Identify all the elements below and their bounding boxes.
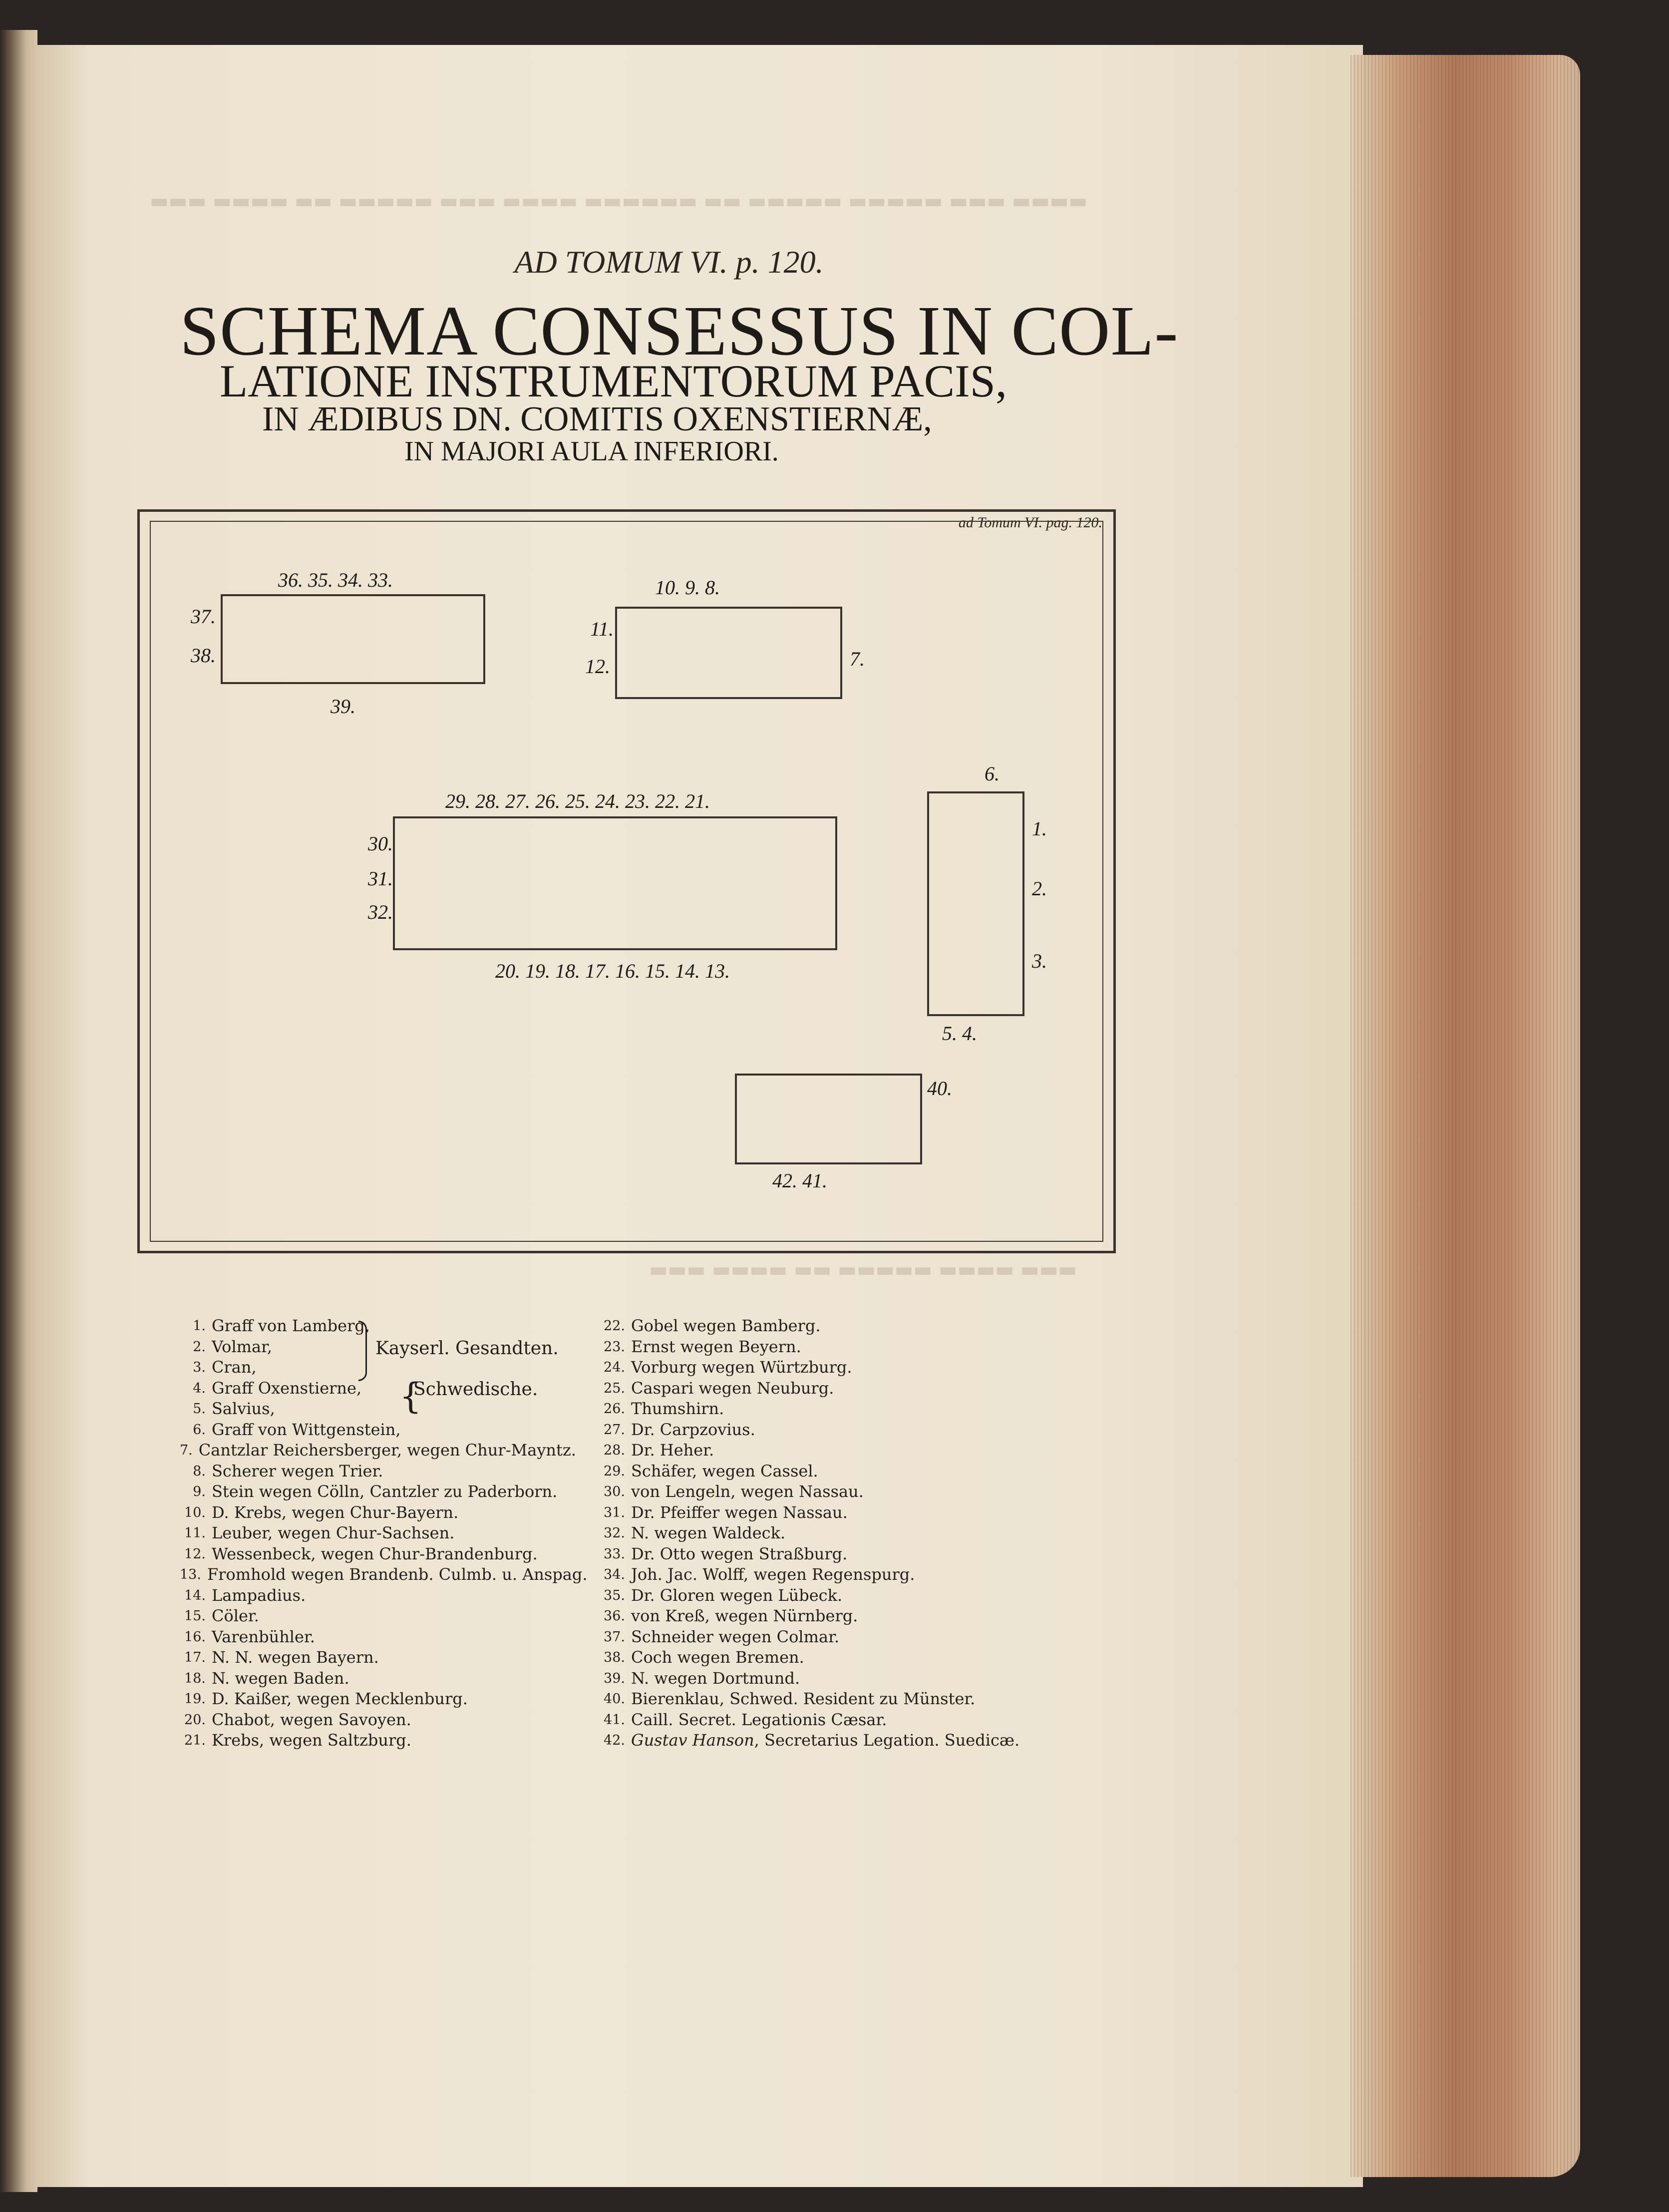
previous-page-edge xyxy=(0,30,37,2192)
legend-text: Scherer wegen Trier. xyxy=(212,1461,383,1480)
legend-text: Cantzlar Reichersberger, wegen Chur-Mayntz. xyxy=(198,1441,576,1460)
plate-inner-border xyxy=(150,521,1103,1242)
legend-text: Dr. Pfeiffer wegen Nassau. xyxy=(631,1502,848,1522)
legend-number: 35. xyxy=(604,1587,625,1603)
legend-item xyxy=(599,1668,1148,1689)
legend-item xyxy=(180,1647,569,1668)
legend-text: Graff von Lamberg, xyxy=(212,1316,370,1335)
legend-number: 28. xyxy=(604,1443,625,1458)
group-brace-swedish: { xyxy=(399,1376,422,1417)
legend-number: 38. xyxy=(604,1650,625,1665)
legend-number: 7. xyxy=(180,1443,193,1458)
legend-text xyxy=(631,1730,1148,1751)
legend-number: 3. xyxy=(193,1360,206,1375)
legend-text: Volmar, xyxy=(212,1337,273,1356)
seat-label: 36. 35. 34. 33. xyxy=(278,569,393,591)
seat-label: 7. xyxy=(850,648,865,670)
seat-label: 42. 41. xyxy=(772,1169,827,1192)
title-line-2: LATIONE INSTRUMENTORUM PACIS, xyxy=(220,356,1007,406)
legend-number: 32. xyxy=(604,1525,625,1541)
legend-number: 42. xyxy=(604,1733,625,1748)
seat-label: 12. xyxy=(585,655,610,678)
table-4 xyxy=(927,791,1024,1016)
legend-number: 10. xyxy=(184,1504,206,1520)
seat-label: 20. 19. 18. 17. 16. 15. 14. 13. xyxy=(495,960,730,982)
legend-text: Caill. Secret. Legationis Cæsar. xyxy=(631,1710,887,1729)
legend-text: Cöler. xyxy=(212,1606,259,1625)
seat-label: 32. xyxy=(368,901,393,923)
legend-text: N. wegen Baden. xyxy=(212,1668,349,1688)
legend-text: Thumshirn. xyxy=(631,1399,724,1418)
legend-text: Dr. Otto wegen Straßburg. xyxy=(631,1544,848,1563)
legend-text: Dr. Gloren wegen Lübeck. xyxy=(631,1585,843,1605)
legend-text: Graff von Wittgenstein, xyxy=(212,1420,401,1439)
seat-label: 1. xyxy=(1032,817,1047,840)
legend-item xyxy=(180,1710,569,1731)
seat-label: 10. 9. 8. xyxy=(655,576,720,599)
legend-text: von Kreß, wegen Nürnberg. xyxy=(631,1606,858,1625)
legend-item xyxy=(180,1502,569,1523)
legend-text: Leuber, wegen Chur-Sachsen. xyxy=(212,1523,455,1542)
legend-text: Dr. Carpzovius. xyxy=(631,1420,755,1439)
legend-text: Krebs, wegen Saltzburg. xyxy=(212,1731,411,1750)
legend-text: Schneider wegen Colmar. xyxy=(631,1627,840,1646)
seating-plan-plate xyxy=(137,509,1116,1253)
legend-item xyxy=(180,1357,569,1378)
seat-label: 38. xyxy=(191,644,216,667)
legend-text: Cran, xyxy=(212,1358,257,1377)
legend-item xyxy=(599,1523,1148,1544)
seat-label: 39. xyxy=(331,695,355,718)
legend-item xyxy=(180,1689,569,1710)
legend-text: D. Kaißer, wegen Mecklenburg. xyxy=(212,1689,468,1708)
legend-number: 27. xyxy=(604,1422,625,1438)
legend-number: 37. xyxy=(604,1629,625,1645)
legend-item xyxy=(180,1461,569,1482)
legend-number: 13. xyxy=(180,1567,201,1582)
title-line-3: IN ÆDIBUS DN. COMITIS OXENSTIERNÆ, xyxy=(262,400,932,438)
legend-item xyxy=(599,1378,1148,1399)
legend-number: 19. xyxy=(184,1691,206,1707)
seat-label: 11. xyxy=(590,618,614,640)
legend-number: 20. xyxy=(184,1712,206,1728)
legend-number: 24. xyxy=(604,1360,625,1375)
seat-label: 6. xyxy=(985,762,1000,785)
legend-number: 1. xyxy=(193,1318,206,1334)
legend-number: 16. xyxy=(184,1629,206,1645)
legend-text-italic: Gustav Hanson xyxy=(631,1731,754,1750)
table-3 xyxy=(393,816,837,950)
legend-item xyxy=(599,1730,1148,1751)
table-2 xyxy=(615,607,842,699)
legend-number: 17. xyxy=(184,1650,206,1665)
legend-item xyxy=(599,1585,1148,1606)
legend-item xyxy=(180,1627,569,1648)
show-through-texture: ▬▬▬ ▬▬▬▬ ▬▬ ▬▬▬▬▬ ▬▬▬▬ ▬▬▬ xyxy=(649,1258,1077,1281)
legend-number: 22. xyxy=(604,1318,625,1334)
legend-item xyxy=(180,1668,569,1689)
running-head: AD TOMUM VI. p. 120. xyxy=(514,244,824,280)
legend-item xyxy=(599,1399,1148,1420)
legend-number: 25. xyxy=(604,1380,625,1396)
legend-number: 14. xyxy=(184,1587,206,1603)
legend-right-column xyxy=(599,1316,1148,1751)
legend-item xyxy=(599,1710,1148,1731)
legend-item xyxy=(599,1689,1148,1710)
legend-number: 33. xyxy=(604,1546,625,1562)
legend-item xyxy=(180,1440,576,1461)
legend-number: 26. xyxy=(604,1401,625,1417)
group-label-imperial: Kayserl. Gesandten. xyxy=(375,1338,559,1359)
legend-text: Stein wegen Cölln, Cantzler zu Paderborn. xyxy=(212,1482,558,1501)
legend-item xyxy=(599,1316,1148,1337)
group-brace-imperial xyxy=(358,1321,367,1381)
legend-item xyxy=(599,1544,1148,1565)
legend-text: Dr. Heher. xyxy=(631,1441,714,1460)
plate-note: ad Tomum VI. pag. 120. xyxy=(958,514,1102,531)
table-1 xyxy=(221,594,485,684)
legend-number: 9. xyxy=(193,1484,206,1499)
legend-item xyxy=(180,1606,569,1627)
legend-item xyxy=(180,1316,569,1337)
legend-number: 41. xyxy=(604,1712,625,1728)
legend-item xyxy=(180,1523,569,1544)
legend-item xyxy=(599,1440,1148,1461)
legend-number: 12. xyxy=(184,1546,206,1562)
legend-number: 23. xyxy=(604,1339,625,1355)
title-line-4: IN MAJORI AULA INFERIORI. xyxy=(404,436,779,467)
legend-item xyxy=(599,1564,1148,1585)
legend-item xyxy=(180,1399,569,1420)
seat-label: 30. xyxy=(368,832,393,855)
seat-label: 5. 4. xyxy=(942,1022,977,1045)
legend-number: 40. xyxy=(604,1691,625,1707)
legend-text: D. Krebs, wegen Chur-Bayern. xyxy=(212,1502,459,1522)
legend-text: N. wegen Dortmund. xyxy=(631,1668,800,1688)
table-5 xyxy=(735,1074,922,1164)
legend-number: 21. xyxy=(184,1733,206,1748)
legend-number: 4. xyxy=(193,1380,206,1396)
legend-text: Joh. Jac. Wolff, wegen Regenspurg. xyxy=(631,1565,915,1584)
legend-number: 29. xyxy=(604,1463,625,1479)
seat-label: 3. xyxy=(1032,950,1047,972)
legend-number: 15. xyxy=(184,1608,206,1624)
group-label-swedish: Schwedische. xyxy=(413,1379,538,1400)
legend-text: Lampadius. xyxy=(212,1585,306,1605)
seat-label: 40. xyxy=(927,1077,952,1100)
legend-text: Varenbühler. xyxy=(212,1627,315,1646)
legend-text: von Lengeln, wegen Nassau. xyxy=(631,1482,864,1501)
legend-text: Caspari wegen Neuburg. xyxy=(631,1378,834,1398)
seat-label: 2. xyxy=(1032,877,1047,900)
legend-item xyxy=(599,1606,1148,1627)
legend-item xyxy=(599,1647,1148,1668)
legend-item xyxy=(180,1481,569,1502)
show-through-texture: ▬▬▬ ▬▬▬▬ ▬▬ ▬▬▬▬▬ ▬▬▬ ▬▬▬▬ ▬▬▬▬▬▬ ▬▬ ▬▬▬▬▬ ▬▬▬▬▬ ▬▬▬ ▬▬▬▬ xyxy=(150,190,1088,213)
legend-text: Gobel wegen Bamberg. xyxy=(631,1316,821,1335)
legend-text: Salvius, xyxy=(212,1399,275,1418)
legend-text: Bierenklau, Schwed. Resident zu Münster. xyxy=(631,1689,976,1708)
legend-text: Vorburg wegen Würtzburg. xyxy=(631,1358,852,1377)
legend-item xyxy=(599,1357,1148,1378)
legend-number: 2. xyxy=(193,1339,206,1355)
seat-label: 29. 28. 27. 26. 25. 24. 23. 22. 21. xyxy=(445,790,710,812)
legend-item xyxy=(180,1564,588,1585)
legend-item xyxy=(599,1337,1148,1358)
legend-text: Schäfer, wegen Cassel. xyxy=(631,1461,818,1480)
legend-item xyxy=(599,1461,1148,1482)
legend-item xyxy=(180,1420,569,1441)
legend-number: 8. xyxy=(193,1463,206,1479)
legend-item xyxy=(180,1585,569,1606)
legend-text: Coch wegen Bremen. xyxy=(631,1648,804,1667)
legend-number: 39. xyxy=(604,1670,625,1686)
legend-text: N. wegen Waldeck. xyxy=(631,1523,786,1542)
legend-item xyxy=(599,1420,1148,1441)
legend-number: 36. xyxy=(604,1608,625,1624)
legend-item xyxy=(180,1730,569,1751)
legend-item xyxy=(599,1627,1148,1648)
legend-number: 11. xyxy=(184,1525,206,1541)
legend-text: Chabot, wegen Savoyen. xyxy=(212,1710,411,1729)
legend-item xyxy=(599,1481,1148,1502)
legend-text: Ernst wegen Beyern. xyxy=(631,1337,801,1356)
legend-text-rest: , Secretarius Legation. Suedicæ. xyxy=(754,1731,1020,1750)
legend-item xyxy=(180,1544,569,1565)
legend-text: Wessenbeck, wegen Chur-Brandenburg. xyxy=(212,1544,538,1563)
legend-number: 6. xyxy=(193,1422,206,1438)
legend-number: 18. xyxy=(184,1670,206,1686)
legend-number: 34. xyxy=(604,1567,625,1582)
seat-label: 31. xyxy=(368,867,393,890)
legend-text: Fromhold wegen Brandenb. Culmb. u. Anspag. xyxy=(207,1565,588,1584)
legend-number: 5. xyxy=(193,1401,206,1417)
seat-label: 37. xyxy=(191,605,216,628)
legend-number: 30. xyxy=(604,1484,625,1499)
legend-number: 31. xyxy=(604,1504,625,1520)
title-line-1: SCHEMA CONSESSUS IN COL- xyxy=(180,291,1179,370)
page-block-edge xyxy=(1350,55,1580,2177)
legend-text: N. N. wegen Bayern. xyxy=(212,1648,379,1667)
legend-text: Graff Oxenstierne, xyxy=(212,1378,362,1398)
legend-item xyxy=(599,1502,1148,1523)
